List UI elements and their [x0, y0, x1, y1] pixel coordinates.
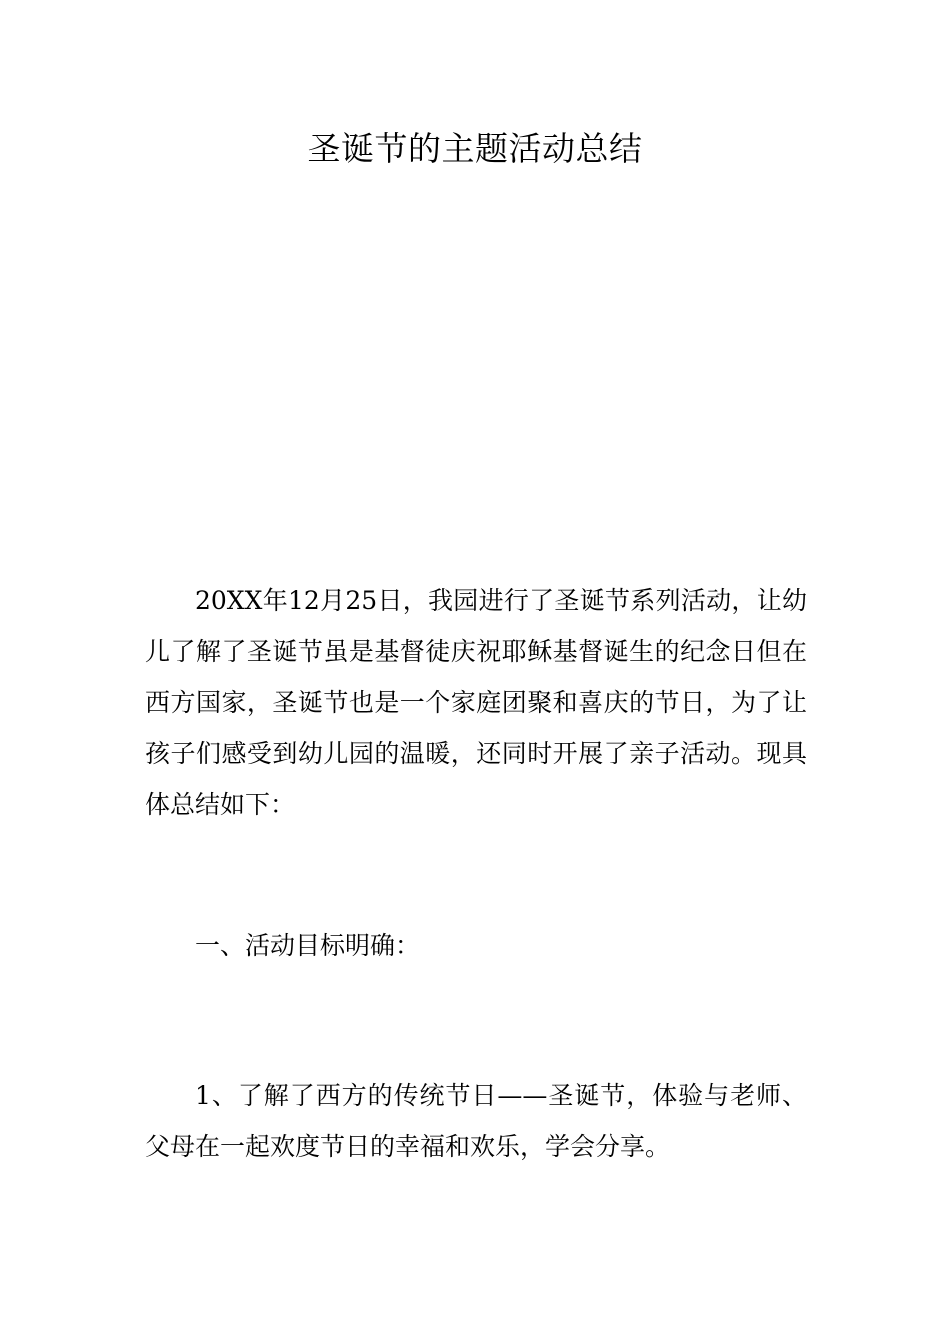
- section-heading: 一、活动目标明确：: [195, 931, 421, 960]
- document-title: 圣诞节的主题活动总结: [307, 129, 643, 168]
- intro-paragraph: 20XX年12月25日，我园进行了圣诞节系列活动，让幼儿了解了圣诞节虽是基督徒庆祝耶稣基督诞生的纪念日但在西方国家，圣诞节也是一个家庭团聚和喜庆的节日，为了让孩子们感受到幼儿园的温暖，还同时开展了亲子活动。现具体总结如下：: [145, 586, 807, 819]
- list-item-paragraph: 1、了解了西方的传统节日——圣诞节，体验与老师、父母在一起欢度节日的幸福和欢乐，学会分享。: [145, 1081, 807, 1161]
